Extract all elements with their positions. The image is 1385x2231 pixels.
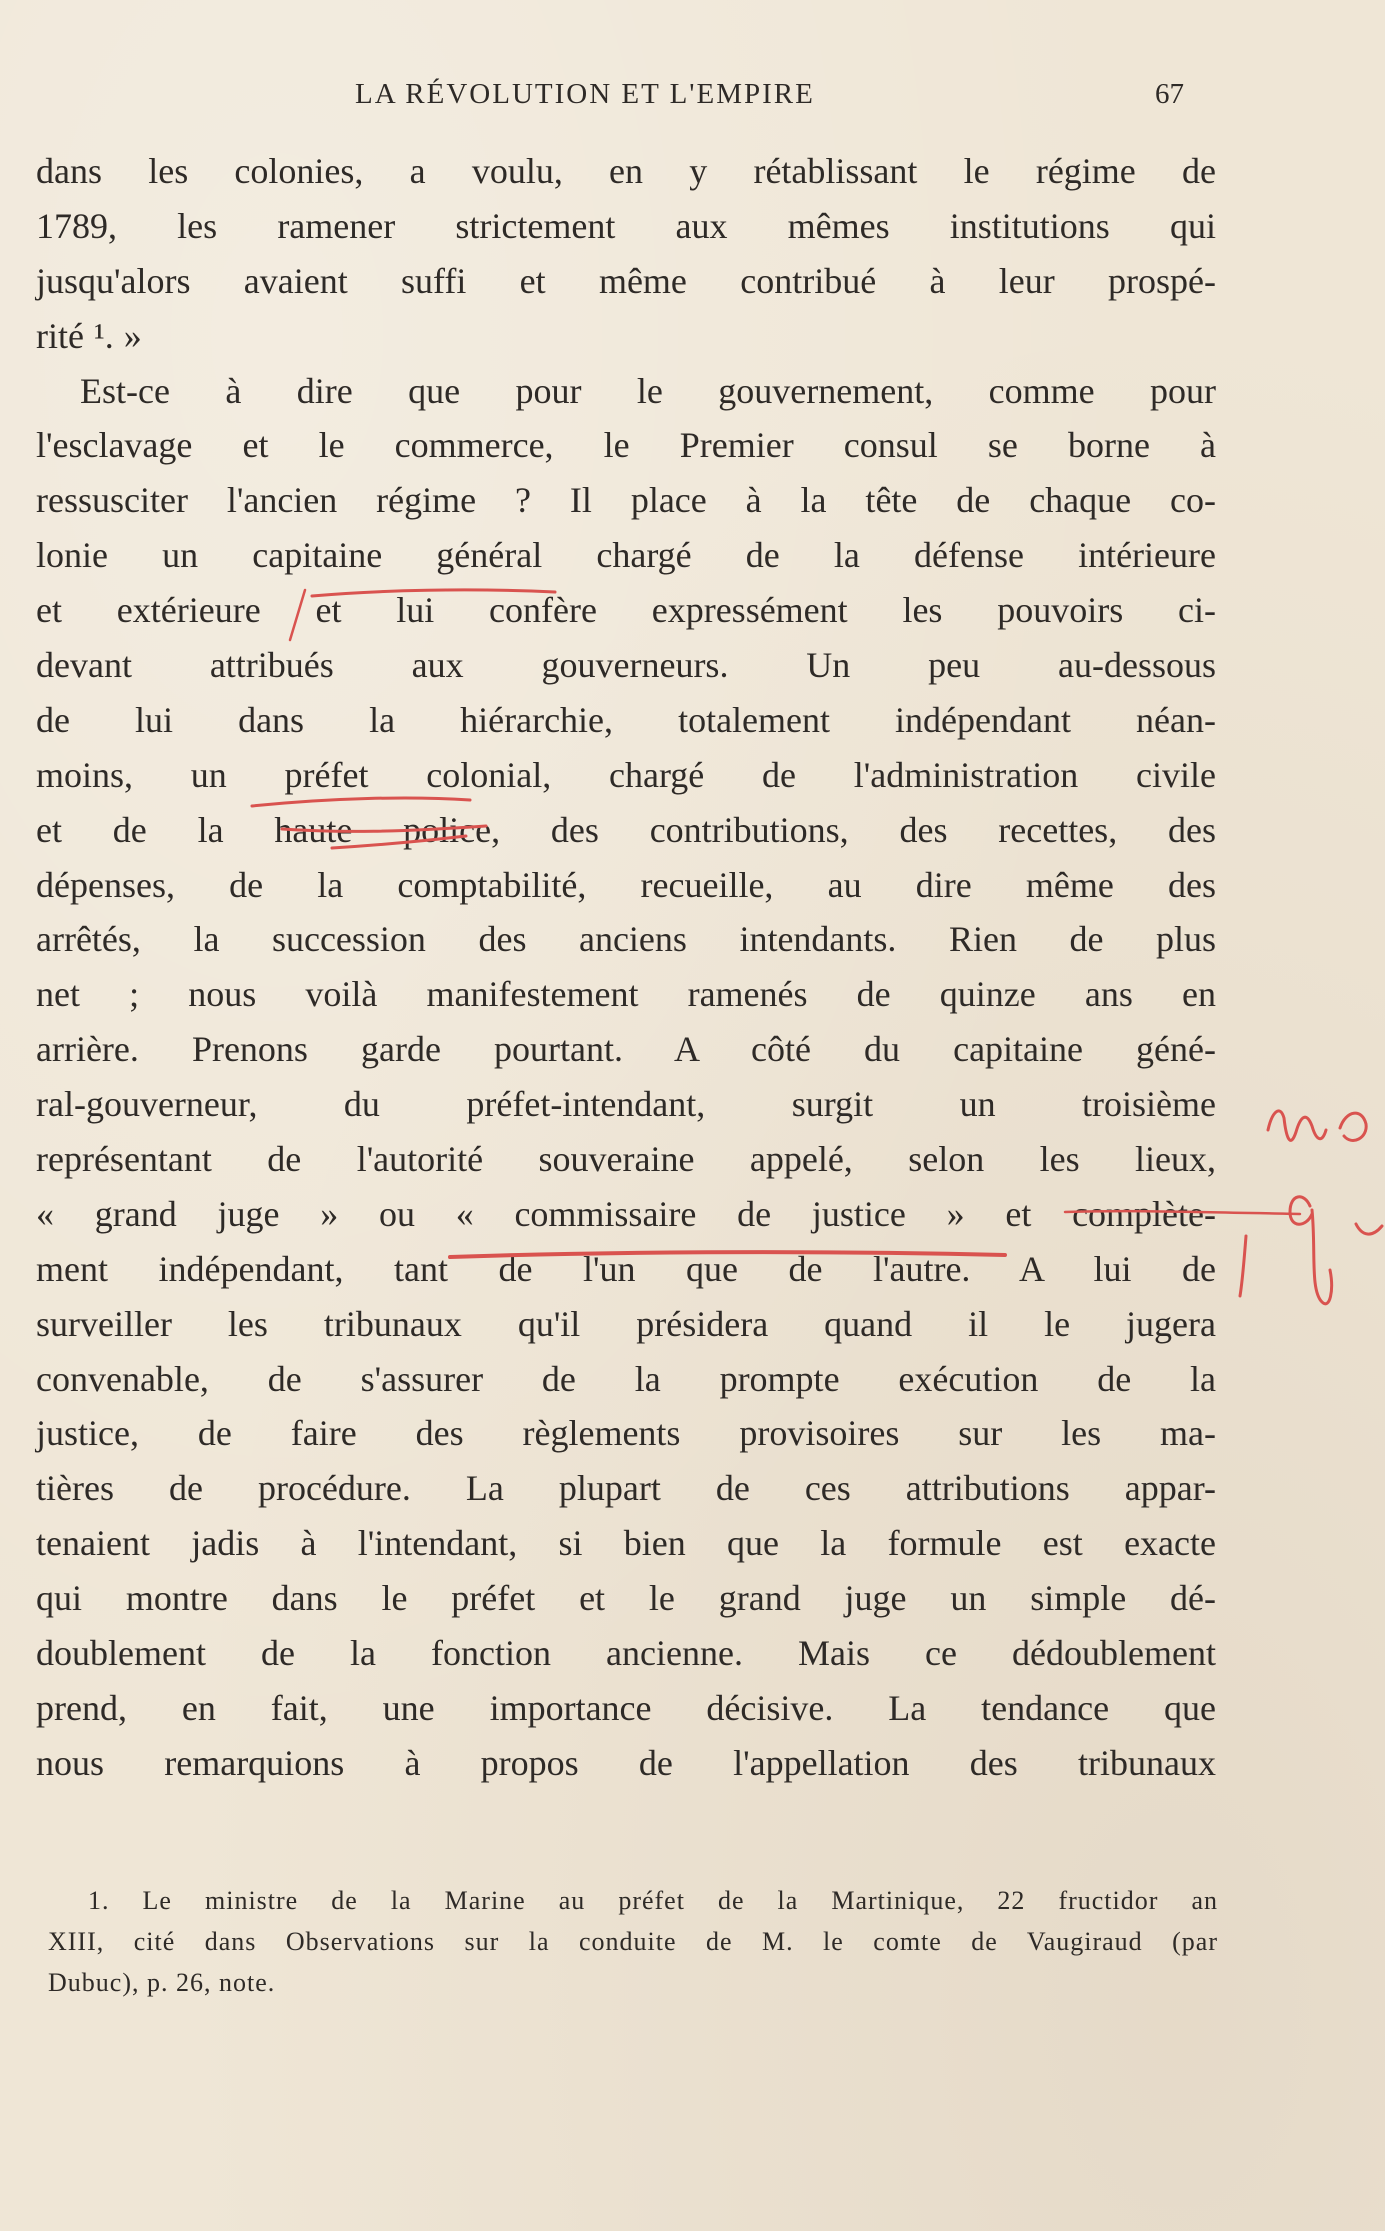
text-line: tenaient jadis à l'intendant, si bien que la formule est exacte [36, 1523, 1216, 1564]
text-line: rité ¹. » [36, 315, 142, 356]
text-line: doublement de la fonction ancienne. Mais ce dédoublement [36, 1633, 1216, 1674]
text-line: justice, de faire des règlements provisoires sur les ma- [36, 1413, 1216, 1454]
text-line: dans les colonies, a voulu, en y rétablissant le régime de [36, 151, 1216, 191]
margin-note-glyph [1240, 1236, 1246, 1296]
text-line: nous remarquions à propos de l'appellation des tribunaux [36, 1742, 1216, 1783]
margin-note [1240, 1111, 1382, 1304]
body-text [36, 144, 1216, 1791]
text-line: représentant de l'autorité souveraine appelé, selon les lieux, [36, 1139, 1216, 1180]
text-line: de lui dans la hiérarchie, totalement indépendant néan- [36, 699, 1216, 740]
text-line: jusqu'alors avaient suffi et même contribué à leur prospé- [36, 260, 1216, 301]
text-line: 1789, les ramener strictement aux mêmes institutions qui [36, 205, 1216, 246]
text-line: l'esclavage et le commerce, le Premier consul se borne à [36, 425, 1216, 466]
text-line: qui montre dans le préfet et le grand juge un simple dé- [36, 1578, 1216, 1619]
text-line: tières de procédure. La plupart de ces attributions appar- [36, 1468, 1216, 1509]
footnote [48, 1880, 1218, 2003]
text-line: « grand juge » ou « commissaire de justice » et complète- [36, 1193, 1216, 1234]
text-line: devant attribués aux gouverneurs. Un peu au-dessous [36, 645, 1216, 686]
text-line: convenable, de s'assurer de la prompte exécution de la [36, 1358, 1216, 1399]
margin-note-glyph [1356, 1224, 1382, 1234]
footnote-line: Dubuc), p. 26, note. [48, 1968, 276, 1997]
text-line: arrêtés, la succession des anciens intendants. Rien de plus [36, 919, 1216, 960]
margin-note-glyph [1268, 1111, 1326, 1141]
text-line: ressusciter l'ancien régime ? Il place à la tête de chaque co- [36, 480, 1216, 521]
text-line: et extérieure et lui confère expressément les pouvoirs ci- [36, 590, 1216, 631]
text-line: dépenses, de la comptabilité, recueille, au dire même des [36, 864, 1216, 905]
text-line: arrière. Prenons garde pourtant. A côté du capitaine géné- [36, 1029, 1216, 1070]
text-line: Est-ce à dire que pour le gouvernement, comme pour [80, 370, 1216, 411]
margin-note-text [0, 0, 5, 2]
text-line: ment indépendant, tant de l'un que de l'autre. A lui de [36, 1248, 1216, 1289]
margin-note-glyph [1312, 1210, 1332, 1304]
text-line: lonie un capitaine général chargé de la défense intérieure [36, 535, 1216, 576]
text-line: prend, en fait, une importance décisive. La tendance que [36, 1687, 1216, 1728]
running-head [0, 78, 1385, 118]
footnote-line: XIII, cité dans Observations sur la conduite de M. le comte de Vaugiraud (par [48, 1927, 1218, 1956]
text-line: moins, un préfet colonial, chargé de l'administration civile [36, 754, 1216, 795]
text-line: surveiller les tribunaux qu'il présidera quand il le jugera [36, 1303, 1216, 1344]
margin-note-glyph [1290, 1197, 1312, 1224]
margin-note-glyph [1340, 1113, 1366, 1140]
text-line: ral-gouverneur, du préfet-intendant, surgit un troisième [36, 1084, 1216, 1125]
running-title: LA RÉVOLUTION ET L'EMPIRE [355, 78, 815, 110]
page-number: 67 [1155, 78, 1184, 110]
text-line: net ; nous voilà manifestement ramenés de quinze ans en [36, 974, 1216, 1015]
text-line: et de la haute police, des contributions, des recettes, des [36, 809, 1216, 850]
footnote-line: 1. Le ministre de la Marine au préfet de la Martinique, 22 fructidor an [88, 1886, 1218, 1915]
